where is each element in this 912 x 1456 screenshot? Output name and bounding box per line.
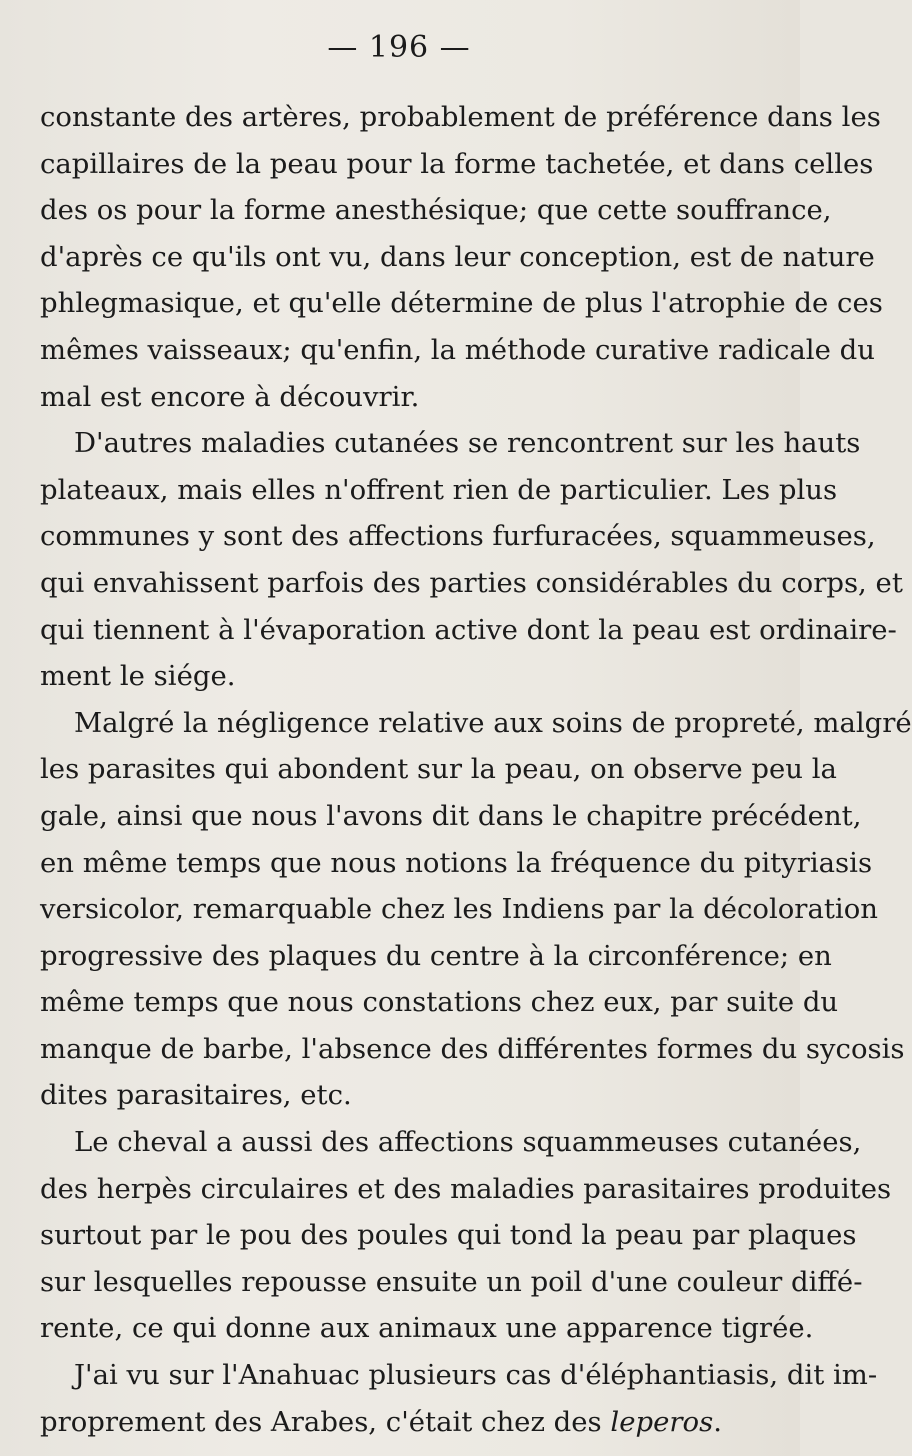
text-line: progressive des plaques du centre à la circonférence; en xyxy=(40,939,832,972)
text-line: versicolor, remarquable chez les Indiens par la décoloration xyxy=(40,893,878,926)
text-line: dites parasitaires, etc. xyxy=(40,1079,352,1112)
page-number: — 196 — xyxy=(327,30,471,65)
text-line xyxy=(40,1399,758,1446)
text-line: Le cheval a aussi des affections squammeuses cutanées, xyxy=(74,1126,862,1159)
text-line: même temps que nous constations chez eux, par suite du xyxy=(40,986,839,1019)
text-line: ment le siége. xyxy=(40,660,236,693)
text-line: plateaux, mais elles n'offrent rien de particulier. Les plus xyxy=(40,473,838,506)
text-line: des herpès circulaires et des maladies parasitaires produites xyxy=(40,1172,892,1205)
text-line: qui tiennent à l'évaporation active dont la peau est ordinaire- xyxy=(40,613,897,646)
text-line: Malgré la négligence relative aux soins de propreté, malgré xyxy=(74,706,912,739)
paragraph-1 xyxy=(40,94,883,420)
paragraph-5 xyxy=(40,1352,878,1445)
text-line: gale, ainsi que nous l'avons dit dans le chapitre précédent, xyxy=(40,799,862,832)
paragraph-4 xyxy=(40,1119,892,1352)
text-line: rente, ce qui donne aux animaux une apparence tigrée. xyxy=(40,1312,814,1345)
text-line: manque de barbe, l'absence des différentes formes du sycosis xyxy=(40,1032,905,1065)
paragraph-2 xyxy=(40,420,903,700)
text-line: J'ai vu sur l'Anahuac plusieurs cas d'éléphantiasis, dit im- xyxy=(74,1359,878,1392)
text-line: en même temps que nous notions la fréquence du pityriasis xyxy=(40,846,873,879)
text-line: sur lesquelles repousse ensuite un poil d'une couleur diffé- xyxy=(40,1265,863,1298)
text-line: communes y sont des affections furfuracées, squammeuses, xyxy=(40,520,876,553)
text-line: capillaires de la peau pour la forme tachetée, et dans celles xyxy=(40,147,874,180)
text-line: phlegmasique, et qu'elle détermine de plus l'atrophie de ces xyxy=(40,287,883,320)
text-line: des os pour la forme anesthésique; que cette souffrance, xyxy=(40,194,832,227)
text-run: . xyxy=(713,1405,722,1438)
text-line: mêmes vaisseaux; qu'enfin, la méthode curative radicale du xyxy=(40,333,875,366)
text-line: d'après ce qu'ils ont vu, dans leur conception, est de nature xyxy=(40,240,875,273)
text-line: surtout par le pou des poules qui tond la peau par plaques xyxy=(40,1219,857,1252)
italic-word: leperos xyxy=(610,1405,714,1438)
paragraph-3 xyxy=(40,700,912,1119)
text-line: qui envahissent parfois des parties considérables du corps, et xyxy=(40,566,903,599)
body-text xyxy=(40,94,912,1445)
text-run: proprement des Arabes, c'était chez des xyxy=(40,1405,611,1438)
text-line: constante des artères, probablement de préférence dans les xyxy=(40,101,881,133)
text-line: les parasites qui abondent sur la peau, on observe peu la xyxy=(40,753,837,786)
text-line: D'autres maladies cutanées se rencontrent sur les hauts xyxy=(74,427,861,460)
text-line: mal est encore à découvrir. xyxy=(40,380,420,413)
